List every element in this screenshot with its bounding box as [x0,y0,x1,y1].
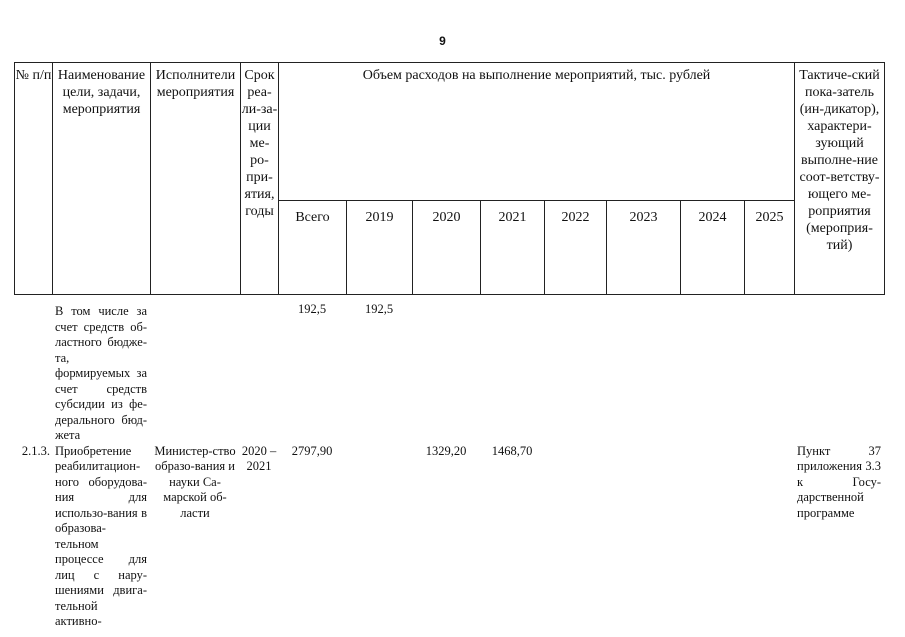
header-name: Наименование цели, задачи, мероприятия [53,63,151,295]
header-indicator: Тактиче-ский пока-затель (ин-дикатор), характери-зующий выполне-ние соот-ветству-ющего ме-роприятия (мероприя-тий) [795,63,885,295]
header-num: № п/п [15,63,53,295]
table-row [14,444,884,630]
page-number: 9 [439,34,446,48]
table-row [14,298,884,444]
header-term: Срок реа-ли-за-ции ме-ро-при-ятия, годы [241,63,279,295]
row-executors: Министер-ство образо-вания и науки Са-марской об-ласти [154,443,236,520]
row-term [240,298,278,444]
header-executors: Исполнители мероприятия [151,63,241,295]
row-2020: 1329,20 [425,443,467,458]
row-2019: 192,5 [364,302,394,316]
row-name: Приобретение реабилитацион-ного оборудова-ния для использо-вания в образова-тельном процессе для лиц с нару-шениями двига-тельной активно- [55,443,147,628]
row-2021: 1468,70 [491,443,533,458]
row-num: 2.1.3. [21,443,50,458]
header-year-2020: 2020 [413,201,481,295]
row-name: В том числе за счет средств об-ластного бюдже-та, формируемых за счет средств субсидии из фе-дерального бюд-жета [55,304,147,442]
row-total: 192,5 [297,302,327,316]
row-executors [150,298,240,444]
header-year-2025: 2025 [745,201,795,295]
expenses-table-header [14,62,885,295]
expenses-table-body [14,298,884,630]
row-term: 2020 – 2021 [241,443,277,473]
row-num [14,298,52,444]
header-year-2021: 2021 [481,201,545,295]
row-2020 [412,298,480,444]
row-indicator: Пункт 37 приложения 3.3 к Госу-дарственной программе [797,443,881,520]
header-year-2019: 2019 [347,201,413,295]
header-expenses: Объем расходов на выполнение мероприятий, тыс. рублей [279,63,795,201]
header-year-2023: 2023 [607,201,681,295]
row-total: 2797,90 [291,443,333,458]
row-indicator [794,298,884,444]
row-2019 [346,444,412,630]
header-year-2022: 2022 [545,201,607,295]
header-total: Всего [279,201,347,295]
header-year-2024: 2024 [681,201,745,295]
row-2021 [480,298,544,444]
